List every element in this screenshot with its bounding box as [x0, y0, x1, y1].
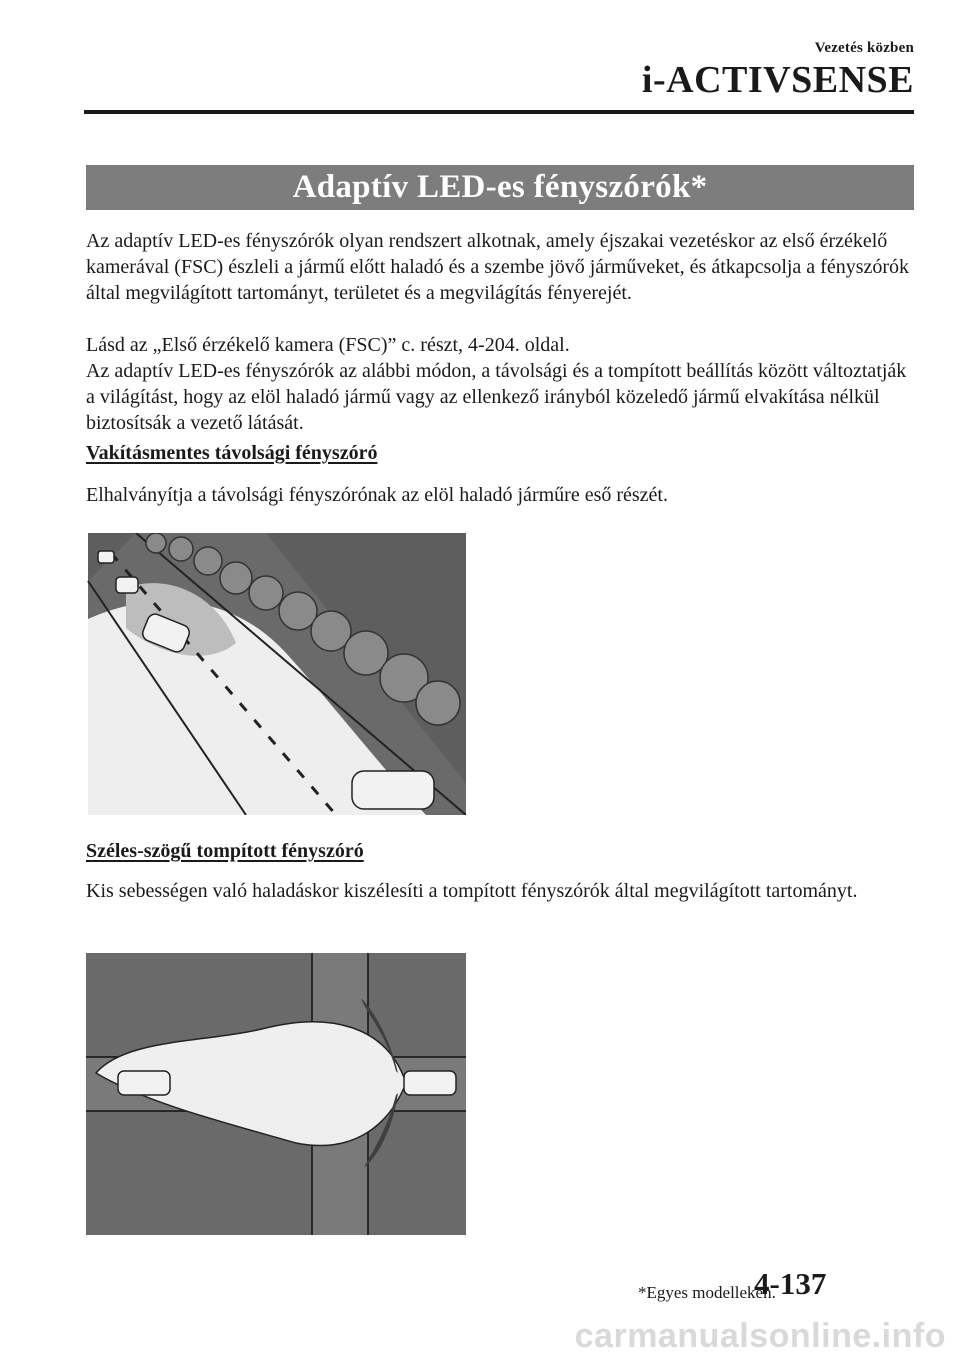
chapter-title: i-ACTIVSENSE	[641, 59, 914, 101]
feature-text-glare-free: Elhalványítja a távolsági fényszórónak az elöl haladó járműre eső részét.	[86, 484, 668, 506]
wide-angle-illustration	[86, 953, 466, 1235]
feature-heading-wide-angle: Széles-szögű tompított fényszóró	[86, 840, 364, 862]
header-divider	[84, 110, 914, 114]
intro-paragraph: Az adaptív LED-es fényszórók olyan rendszert alkotnak, amely éjszakai vezetéskor az első érzékelő kamerával (FSC) észleli a jármű előtt haladó és a szembe jövő járműveket, és átkapcsolja a fényszórók által megvilágított tartományt, területet és a megvilágítás fényerejét.	[86, 230, 910, 304]
footnote: *Egyes modelleken.	[638, 1283, 776, 1302]
section-title: Adaptív LED-es fényszórók*	[292, 169, 708, 205]
reference-paragraph: Lásd az „Első érzékelő kamera (FSC)” c. részt, 4-204. oldal.	[86, 334, 570, 356]
figure-glare-free-high-beam	[86, 533, 466, 815]
description-paragraph: Az adaptív LED-es fényszórók az alábbi módon, a távolsági és a tompított beállítás között változtatják a világítást, hogy az elöl haladó jármű vagy az ellenkező irányból közeledő jármű elvakítása nélkül biztosítsák a vezető látását.	[86, 360, 907, 434]
section-title-bar	[86, 165, 914, 210]
chapter-kicker: Vezetés közben	[814, 40, 914, 56]
watermark-text: carmanualsonline.info	[574, 1317, 946, 1355]
figure-wide-angle-low-beam	[86, 953, 466, 1235]
feature-heading-glare-free: Vakításmentes távolsági fényszóró	[86, 442, 378, 464]
glare-free-illustration	[86, 533, 466, 815]
page-number: 4-137	[754, 1266, 827, 1301]
feature-text-wide-angle: Kis sebességen való haladáskor kiszélesíti a tompított fényszórók által megvilágított tartományt.	[86, 880, 858, 902]
